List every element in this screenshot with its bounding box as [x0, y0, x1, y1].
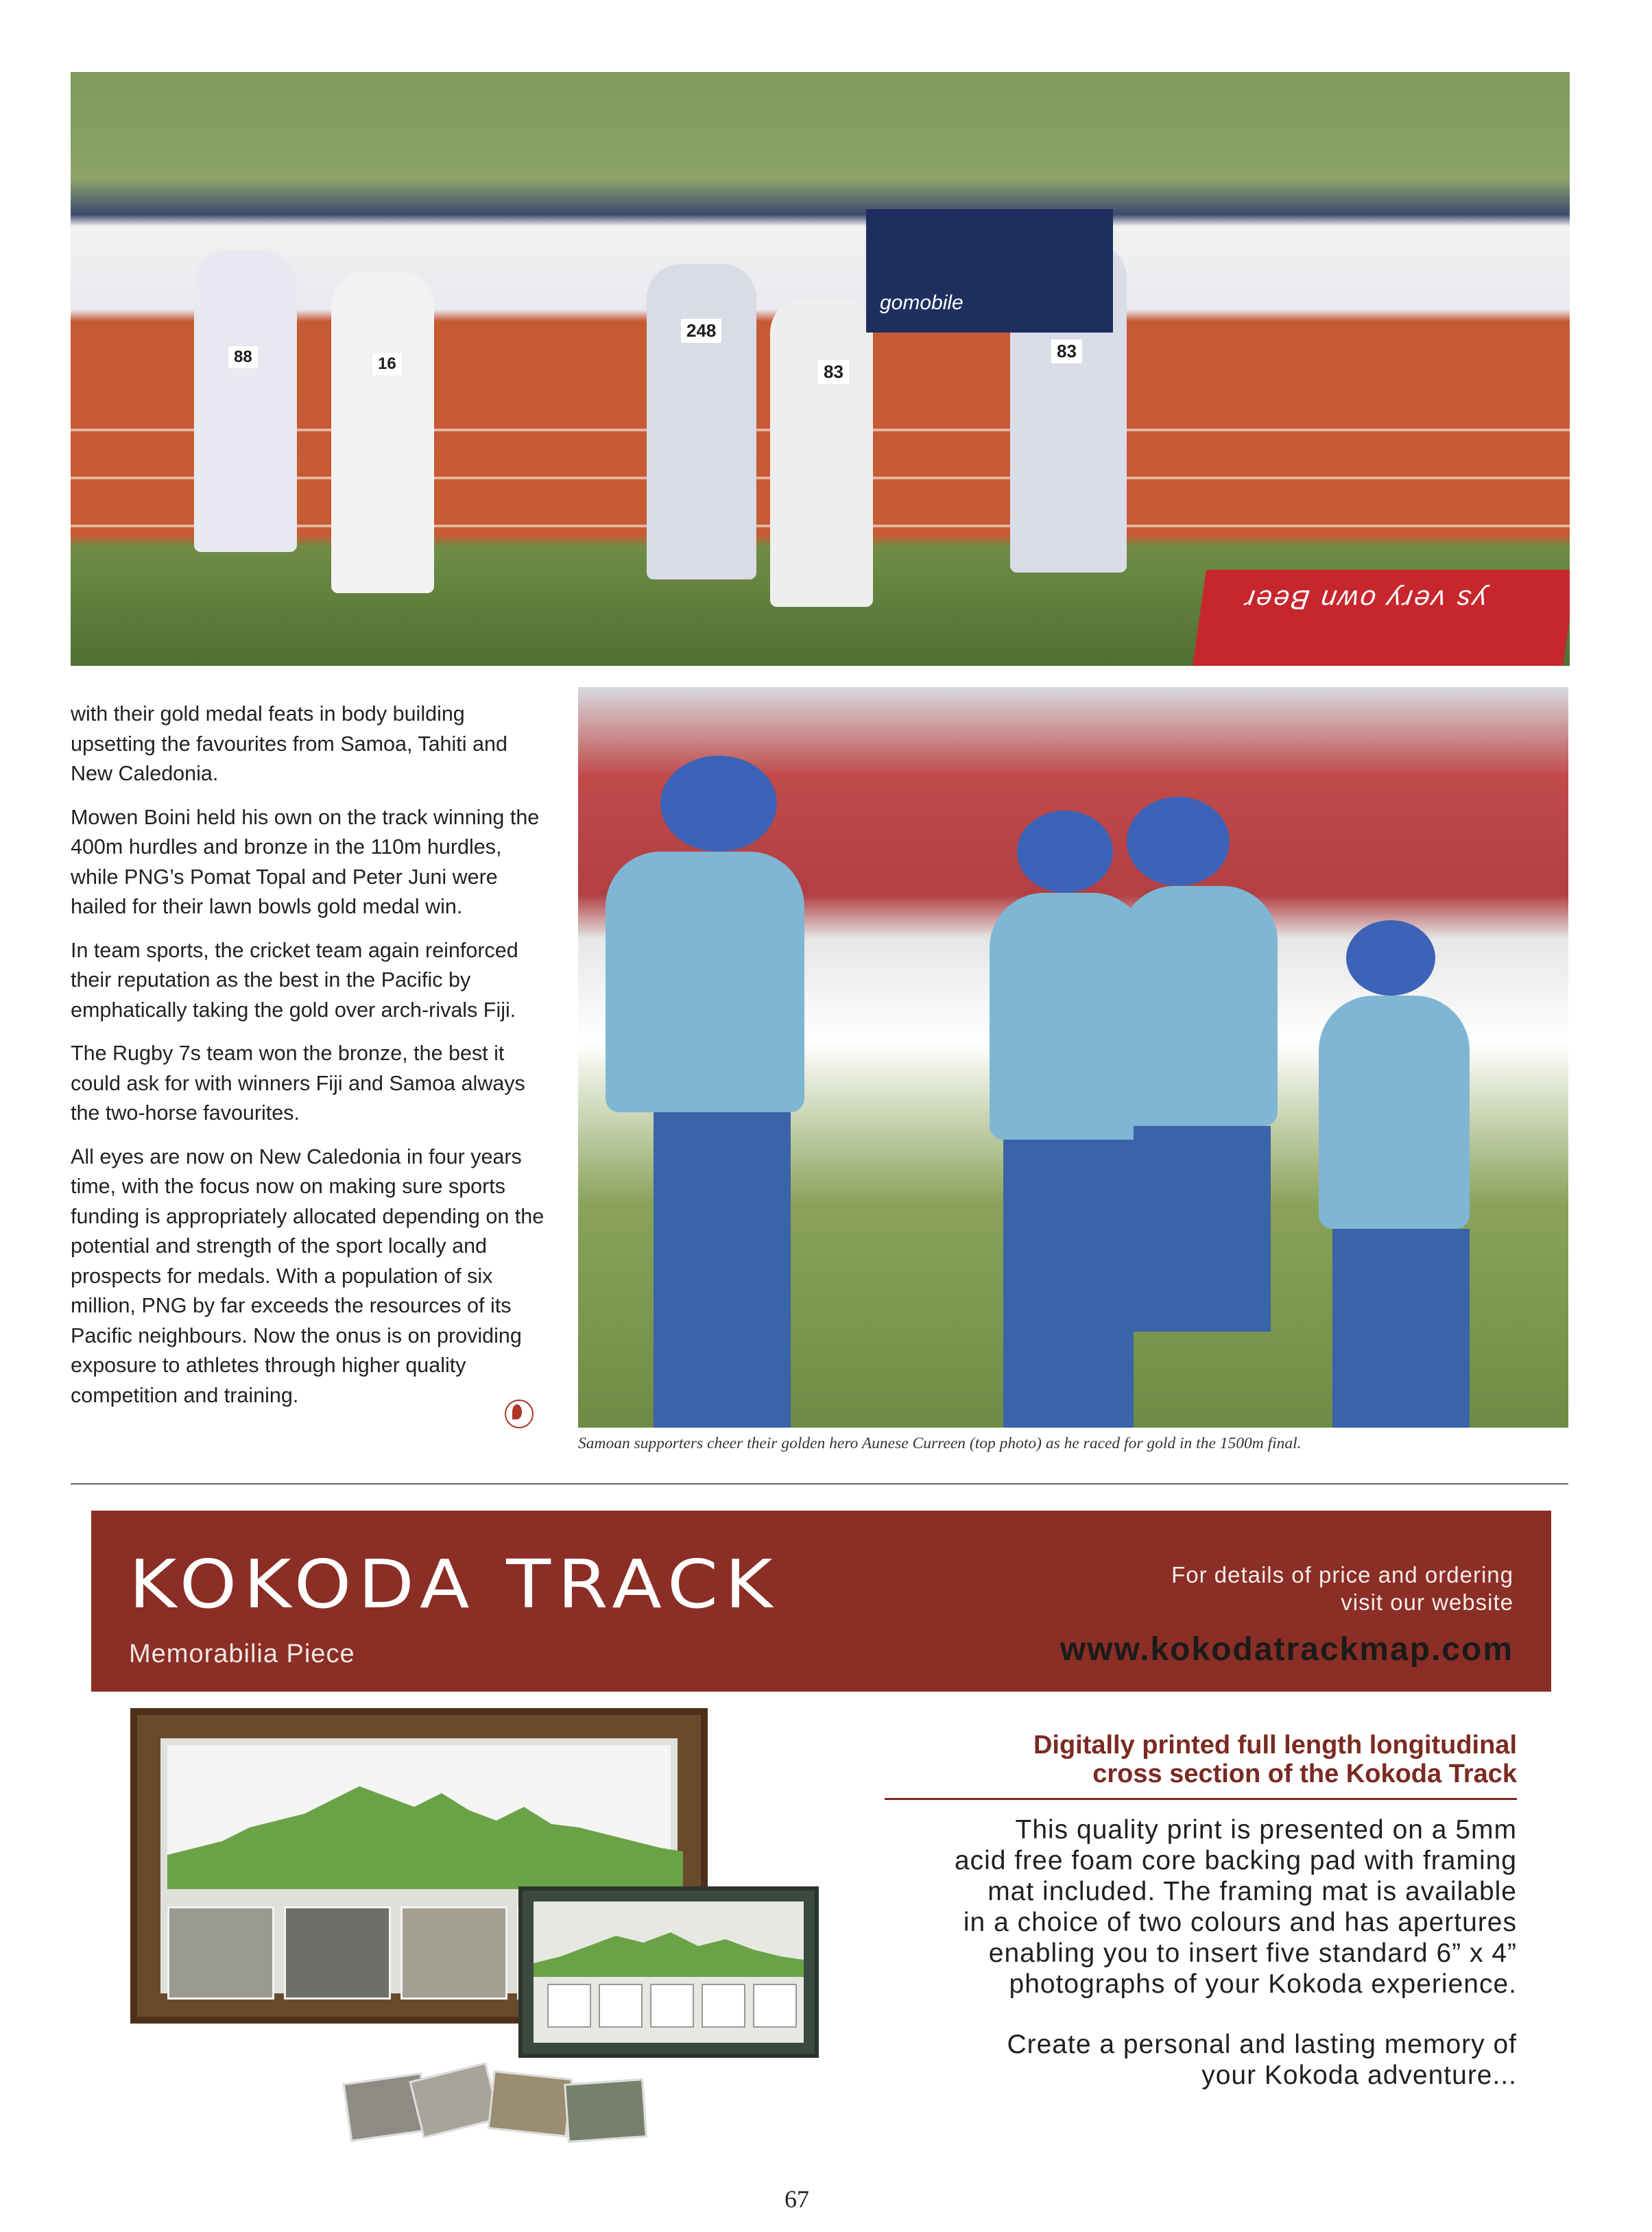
bib-number: 88	[228, 346, 258, 368]
headline-divider	[885, 1798, 1517, 1800]
ad-banner	[91, 1511, 1551, 1692]
sponsor-banner	[866, 209, 1113, 333]
article-paragraph: with their gold medal feats in body building upsetting the favourites from Samoa, Tahiti and New Caledonia.	[71, 702, 507, 785]
beer-sign-text: ys very own Beer	[1241, 584, 1489, 614]
ad-title: KOKODA TRACK	[129, 1545, 780, 1624]
article-body	[71, 699, 551, 1424]
race-photo	[71, 72, 1570, 666]
ad-body-line: Create a personal and lasting memory of	[1007, 2030, 1517, 2059]
ad-body-paragraph	[872, 2029, 1517, 2091]
section-divider	[71, 1483, 1568, 1485]
ad-details-line: For details of price and ordering	[1171, 1562, 1513, 1587]
ad-headline-line: Digitally printed full length longitudinal	[1033, 1731, 1517, 1760]
ad-details-line: visit our website	[1341, 1589, 1513, 1615]
article-paragraph: Mowen Boini held his own on the track winning the 400m hurdles and bronze in the 110m hurdles, while PNG’s Pomat Topal and Peter Juni were hailed for their lawn bowls gold medal win.	[71, 805, 540, 918]
ad-body-line: This quality print is presented on a 5mm	[1015, 1815, 1517, 1845]
bib-number: 16	[372, 353, 402, 375]
bib-number: 83	[1051, 339, 1082, 363]
ad-body-line: in a choice of two colours and has apertures	[963, 1908, 1517, 1937]
ad-subtitle: Memorabilia Piece	[129, 1640, 355, 1668]
beer-sign	[1193, 570, 1570, 666]
loose-photographs-image	[346, 2071, 655, 2139]
page-number: 67	[785, 2185, 809, 2213]
ad-body-line: photographs of your Kokoda experience.	[1009, 1969, 1517, 1999]
photo-caption: Samoan supporters cheer their golden hero Aunese Curreen (top photo) as he raced for gold in the 1500m final.	[578, 1435, 1302, 1452]
article-paragraph: All eyes are now on New Caledonia in four years time, with the focus now on making sure sports funding is appropriately allocated depending on the potential and strength of the sport locally and prospects for medals. With a population of six million, PNG by far exceeds the resources of its Pacific neighbours. Now the onus is on providing exposure to athletes through higher quality competition and training.	[71, 1144, 544, 1407]
ad-body-line: enabling you to insert five standard 6” x 4”	[988, 1939, 1517, 1968]
ad-website-link[interactable]: www.kokodatrackmap.com	[1060, 1631, 1513, 1668]
ad-body-paragraph	[872, 1814, 1517, 2000]
ad-headline	[831, 1731, 1517, 1788]
elevation-profile-graphic	[534, 1908, 804, 1977]
framed-print-alt-image	[518, 1886, 819, 2058]
bib-number: 83	[818, 360, 849, 384]
bib-number: 248	[681, 319, 721, 343]
ad-body	[872, 1814, 1517, 2120]
supporters-photo	[578, 687, 1568, 1428]
ad-body-line: mat included. The framing mat is available	[987, 1877, 1517, 1906]
elevation-profile-graphic	[167, 1745, 683, 1889]
ad-body-line: your Kokoda adventure...	[1201, 2061, 1517, 2090]
ad-details	[1171, 1561, 1513, 1616]
ad-body-line: acid free foam core backing pad with framing	[954, 1846, 1517, 1875]
article-end-logo-icon	[505, 1400, 534, 1428]
article-paragraph: The Rugby 7s team won the bronze, the best it could ask for with winners Fiji and Samoa always the two-horse favourites.	[71, 1042, 525, 1125]
ad-headline-line: cross section of the Kokoda Track	[1092, 1760, 1517, 1788]
sponsor-text: gomobile	[880, 291, 963, 314]
article-paragraph: In team sports, the cricket team again reinforced their reputation as the best in the Pacific by emphatically taking the gold over arch-rivals Fiji.	[71, 938, 518, 1022]
